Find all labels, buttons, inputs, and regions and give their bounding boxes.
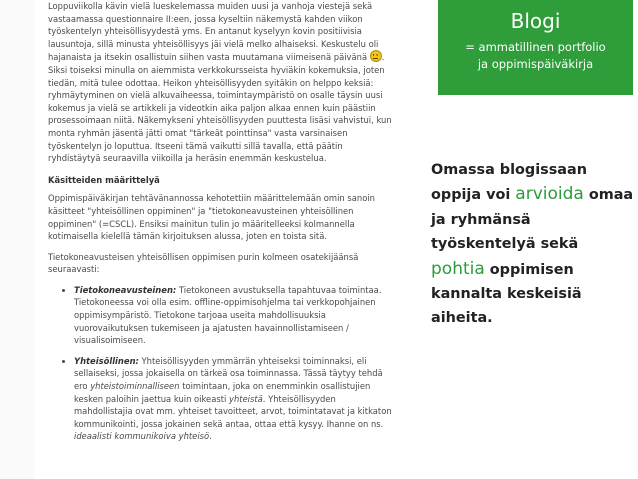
section-heading: Käsitteiden määrittelyä — [48, 174, 160, 185]
term-label: Tietokoneavusteinen: — [74, 284, 177, 295]
term-text: Tietokoneen avustuksella tapahtuvaa toimintaa. Tietokoneessa voi olla esim. offline-oppimisohjelma tai verkkopohjainen oppimisympäristö. Tietokone tarjoaa useita mahdollisuuksia vuorovaikutuksen tukemiseen ja ajatusten havainnollistamiseen / visualisoimiseen. — [74, 284, 382, 346]
blog-excerpt — [48, 0, 396, 479]
term-emphasis: yhteistä — [228, 393, 263, 404]
blog-subtitle-line: = ammatillinen portfolio — [465, 40, 606, 54]
term-text: . — [209, 431, 212, 442]
accent-word: pohtia — [431, 258, 485, 279]
intro-paragraph — [48, 0, 396, 165]
term-emphasis: yhteistoiminnalliseen — [90, 381, 180, 392]
smiley-icon — [370, 50, 382, 62]
list-item — [74, 355, 396, 443]
description-text: Omassa blogissaan oppija voi — [431, 162, 587, 204]
term-label: Yhteisöllinen: — [74, 355, 139, 366]
accent-word: arvioida — [515, 184, 584, 205]
blog-subtitle — [438, 39, 633, 73]
components-paragraph: Tietokoneavusteisen yhteisöllisen oppimisen purin kolmeen osatekijäänsä seuraavasti: — [48, 251, 359, 275]
intro-text-b: . Siksi toiseksi minulla on aiemmista verkkokursseista hyviäkin kokemuksia, joten tiedän, mitä tulee odottaa. Heikon yhteisöllisyyden syitäkin on helppo keksiä: ryhmäytyminen on vielä alkuvaiheessa, toimintaympäristö on osalle täysin uusi kokemus ja vielä se artikkeli ja videotkin aika paljon alkaa ennen kuin päästiin prosessoimaan niitä. Näkemykseni yhteisöllisyyden puuttesta lisäsi vahvistui, kun monta ryhmän jäsentä jätti omat "tärkeät pointtinsa" vasta varsinaisen työskentelyn jo loputtua. Itseeni tämä vaikutti sillä tavalla, että päätin ryhdistäytyä seuraavilla viikoilla ja heräsin enemmän keskustelua. — [48, 52, 392, 164]
list-item — [74, 284, 396, 347]
description-text: oppimisen kannalta keskeisiä aiheita. — [431, 261, 582, 327]
blog-description — [431, 158, 636, 331]
term-text: . Yhteisöllisyyden mahdollistajia ovat mm. yhteiset tavoitteet, arvot, toimintatavat ja kitkaton kommunikointi, jossa jokainen sekä antaa, ottaa että kysyy. Ihanne on ns. — [74, 393, 392, 429]
definition-paragraph: Oppimispäiväkirjan tehtävänannossa kehotettiin määrittelemään omin sanoin käsitteet "yhteisöllinen oppiminen" ja "tietokoneavusteinen yhteisöllinen oppiminen" (=CSCL). Ensiksi mainitun tulin jo määritelleeksi kolmannella kotimaisella kielellä tämän kirjoituksen alussa, joten en toista sitä. — [48, 193, 375, 242]
blog-title-box — [438, 0, 633, 95]
term-emphasis: ideaalisti kommunikoiva yhteisö — [74, 431, 210, 442]
blog-title: Blogi — [510, 9, 561, 33]
components-list — [48, 284, 396, 443]
description-text: omaa ja ryhmänsä työskentelyä sekä — [431, 187, 634, 253]
blog-subtitle-line: ja oppimispäiväkirja — [477, 57, 594, 71]
intro-text-a: Loppuviikolla kävin vielä lueskelemassa muiden uusi ja vanhoja viestejä sekä vastaamassa questionnaire II:een, jossa kyseltiin näkemystä kahden viikon työskentelyn yhteisöllisyydestä yms. En antanut kyselyyn kovin positiivisia lausuntoja, sillä minusta yhteisöllisyys jäi vielä melko alhaiseksi. Keskustelu oli hajanaista ja itsekin osallistuin siihen vasta muutamana viimeisenä päivänä — [48, 1, 379, 63]
term-text: Yhteisöllisyyden ymmärrän yhteiseksi toiminnaksi, eli sellaiseksi, jossa jokaisella on tärkeä osa toiminnassa. Tässä täytyy tehdä ero — [74, 355, 383, 392]
term-text: toimintaan, joka on enemminkin osallistujien kesken paloihin jaettua kuin oikeasti — [74, 381, 371, 404]
slide-margin — [0, 0, 34, 479]
